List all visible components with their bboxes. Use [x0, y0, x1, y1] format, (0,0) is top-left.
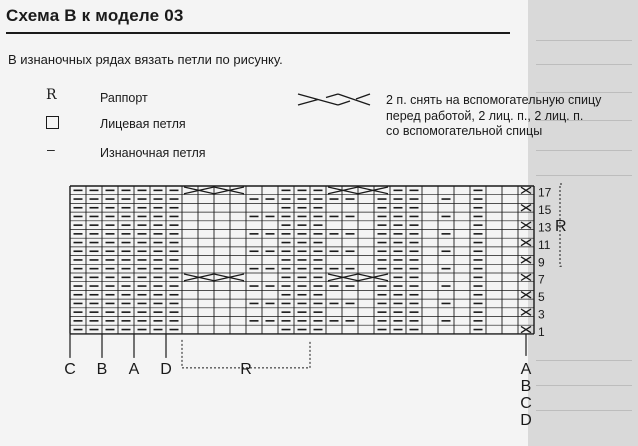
right-marker-label: A	[520, 360, 532, 378]
row-number: 5	[538, 290, 545, 305]
row-number: 1	[538, 324, 545, 339]
legend-purl-symbol: –	[47, 141, 55, 157]
repeat-stitches-label: R	[240, 360, 252, 378]
right-marker-label: D	[520, 411, 532, 429]
row-number: 13	[538, 220, 552, 235]
row-number: 17	[538, 185, 552, 200]
row-number: 7	[538, 272, 545, 287]
right-marker-label: C	[520, 394, 532, 412]
intro-text: В изнаночных рядах вязать петли по рисунку.	[8, 52, 283, 67]
page-title: Схема В к моделе 03	[6, 6, 184, 25]
cable-note-line-3: со вспомогательной спицы	[386, 124, 543, 138]
row-number: 11	[538, 237, 551, 252]
repeat-rows-label: R	[555, 218, 567, 236]
legend-repeat-label: Раппорт	[100, 91, 148, 105]
cable-note-line-1: 2 п. снять на вспомогательную спицу	[386, 93, 602, 107]
legend-purl-label: Изнаночная петля	[100, 146, 206, 160]
legend-repeat-symbol: R	[46, 87, 57, 103]
stitch-marker-label: A	[128, 360, 140, 378]
row-number: 15	[538, 203, 552, 218]
legend-knit-label: Лицевая петля	[100, 117, 186, 131]
cable-note-line-2: перед работой, 2 лиц. п., 2 лиц. п.	[386, 108, 584, 123]
stitch-marker-label: B	[96, 360, 108, 378]
stitch-marker-label: C	[64, 360, 76, 378]
stitch-marker-label: D	[160, 360, 172, 378]
row-number: 3	[538, 307, 545, 322]
right-marker-label: B	[520, 377, 532, 395]
row-number: 9	[538, 255, 545, 270]
